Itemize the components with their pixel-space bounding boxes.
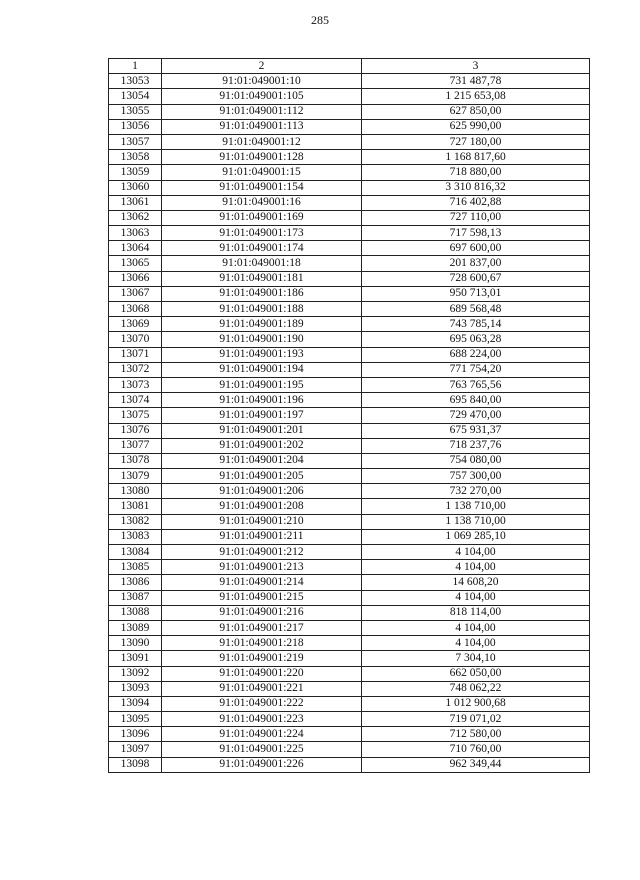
row-number-cell: 13075 xyxy=(109,408,162,423)
value-cell: 4 104,00 xyxy=(362,620,590,635)
table-row xyxy=(109,256,590,271)
table-row xyxy=(109,514,590,529)
cadastral-number-cell: 91:01:049001:113 xyxy=(162,119,362,134)
value-cell: 763 765,56 xyxy=(362,377,590,392)
cadastral-number-cell: 91:01:049001:205 xyxy=(162,469,362,484)
value-cell: 675 931,37 xyxy=(362,423,590,438)
column-header-2: 2 xyxy=(162,59,362,74)
value-cell: 7 304,10 xyxy=(362,651,590,666)
row-number-cell: 13072 xyxy=(109,362,162,377)
value-cell: 662 050,00 xyxy=(362,666,590,681)
cadastral-number-cell: 91:01:049001:193 xyxy=(162,347,362,362)
value-cell: 719 071,02 xyxy=(362,712,590,727)
value-cell: 712 580,00 xyxy=(362,727,590,742)
cadastral-number-cell: 91:01:049001:210 xyxy=(162,514,362,529)
table-row xyxy=(109,696,590,711)
row-number-cell: 13095 xyxy=(109,712,162,727)
row-number-cell: 13090 xyxy=(109,636,162,651)
table-row xyxy=(109,620,590,635)
value-cell: 1 168 817,60 xyxy=(362,150,590,165)
value-cell: 201 837,00 xyxy=(362,256,590,271)
cadastral-number-cell: 91:01:049001:224 xyxy=(162,727,362,742)
row-number-cell: 13073 xyxy=(109,377,162,392)
table-row xyxy=(109,651,590,666)
cadastral-number-cell: 91:01:049001:174 xyxy=(162,241,362,256)
row-number-cell: 13054 xyxy=(109,89,162,104)
table-row xyxy=(109,165,590,180)
row-number-cell: 13088 xyxy=(109,605,162,620)
table-row xyxy=(109,119,590,134)
cadastral-number-cell: 91:01:049001:225 xyxy=(162,742,362,757)
row-number-cell: 13093 xyxy=(109,681,162,696)
row-number-cell: 13064 xyxy=(109,241,162,256)
data-table xyxy=(108,58,590,773)
table-row xyxy=(109,302,590,317)
cadastral-number-cell: 91:01:049001:214 xyxy=(162,575,362,590)
cadastral-number-cell: 91:01:049001:12 xyxy=(162,134,362,149)
row-number-cell: 13076 xyxy=(109,423,162,438)
table-row xyxy=(109,271,590,286)
table-row xyxy=(109,89,590,104)
value-cell: 695 840,00 xyxy=(362,393,590,408)
value-cell: 717 598,13 xyxy=(362,226,590,241)
table-row xyxy=(109,134,590,149)
cadastral-number-cell: 91:01:049001:154 xyxy=(162,180,362,195)
row-number-cell: 13065 xyxy=(109,256,162,271)
table-row xyxy=(109,150,590,165)
value-cell: 950 713,01 xyxy=(362,286,590,301)
row-number-cell: 13060 xyxy=(109,180,162,195)
cadastral-number-cell: 91:01:049001:194 xyxy=(162,362,362,377)
cadastral-number-cell: 91:01:049001:220 xyxy=(162,666,362,681)
row-number-cell: 13070 xyxy=(109,332,162,347)
cadastral-number-cell: 91:01:049001:213 xyxy=(162,560,362,575)
row-number-cell: 13074 xyxy=(109,393,162,408)
table-row xyxy=(109,742,590,757)
row-number-cell: 13082 xyxy=(109,514,162,529)
cadastral-number-cell: 91:01:049001:190 xyxy=(162,332,362,347)
table-row xyxy=(109,104,590,119)
row-number-cell: 13066 xyxy=(109,271,162,286)
value-cell: 4 104,00 xyxy=(362,590,590,605)
table-row xyxy=(109,636,590,651)
cadastral-number-cell: 91:01:049001:216 xyxy=(162,605,362,620)
row-number-cell: 13062 xyxy=(109,210,162,225)
row-number-cell: 13087 xyxy=(109,590,162,605)
column-header-1: 1 xyxy=(109,59,162,74)
value-cell: 1 215 653,08 xyxy=(362,89,590,104)
cadastral-number-cell: 91:01:049001:173 xyxy=(162,226,362,241)
table-header xyxy=(109,59,590,74)
value-cell: 4 104,00 xyxy=(362,545,590,560)
value-cell: 1 138 710,00 xyxy=(362,514,590,529)
cadastral-number-cell: 91:01:049001:195 xyxy=(162,377,362,392)
table-row xyxy=(109,590,590,605)
row-number-cell: 13098 xyxy=(109,757,162,772)
table-row xyxy=(109,727,590,742)
cadastral-number-cell: 91:01:049001:208 xyxy=(162,499,362,514)
row-number-cell: 13078 xyxy=(109,453,162,468)
row-number-cell: 13055 xyxy=(109,104,162,119)
value-cell: 728 600,67 xyxy=(362,271,590,286)
cadastral-number-cell: 91:01:049001:169 xyxy=(162,210,362,225)
column-header-3: 3 xyxy=(362,59,590,74)
value-cell: 4 104,00 xyxy=(362,560,590,575)
table-row xyxy=(109,408,590,423)
row-number-cell: 13091 xyxy=(109,651,162,666)
cadastral-number-cell: 91:01:049001:206 xyxy=(162,484,362,499)
table-row xyxy=(109,453,590,468)
cadastral-number-cell: 91:01:049001:222 xyxy=(162,696,362,711)
row-number-cell: 13079 xyxy=(109,469,162,484)
table-row xyxy=(109,575,590,590)
cadastral-number-cell: 91:01:049001:189 xyxy=(162,317,362,332)
value-cell: 818 114,00 xyxy=(362,605,590,620)
row-number-cell: 13063 xyxy=(109,226,162,241)
value-cell: 695 063,28 xyxy=(362,332,590,347)
table-row xyxy=(109,757,590,772)
cadastral-number-cell: 91:01:049001:219 xyxy=(162,651,362,666)
row-number-cell: 13096 xyxy=(109,727,162,742)
cadastral-number-cell: 91:01:049001:218 xyxy=(162,636,362,651)
row-number-cell: 13092 xyxy=(109,666,162,681)
cadastral-number-cell: 91:01:049001:197 xyxy=(162,408,362,423)
value-cell: 962 349,44 xyxy=(362,757,590,772)
value-cell: 743 785,14 xyxy=(362,317,590,332)
row-number-cell: 13077 xyxy=(109,438,162,453)
table-row xyxy=(109,499,590,514)
value-cell: 716 402,88 xyxy=(362,195,590,210)
value-cell: 710 760,00 xyxy=(362,742,590,757)
value-cell: 731 487,78 xyxy=(362,74,590,89)
table-row xyxy=(109,484,590,499)
cadastral-number-cell: 91:01:049001:15 xyxy=(162,165,362,180)
row-number-cell: 13061 xyxy=(109,195,162,210)
value-cell: 757 300,00 xyxy=(362,469,590,484)
cadastral-number-cell: 91:01:049001:16 xyxy=(162,195,362,210)
table-row xyxy=(109,74,590,89)
row-number-cell: 13089 xyxy=(109,620,162,635)
cadastral-number-cell: 91:01:049001:212 xyxy=(162,545,362,560)
row-number-cell: 13083 xyxy=(109,529,162,544)
cadastral-number-cell: 91:01:049001:221 xyxy=(162,681,362,696)
value-cell: 1 012 900,68 xyxy=(362,696,590,711)
value-cell: 727 180,00 xyxy=(362,134,590,149)
value-cell: 718 880,00 xyxy=(362,165,590,180)
value-cell: 748 062,22 xyxy=(362,681,590,696)
table-row xyxy=(109,529,590,544)
cadastral-number-cell: 91:01:049001:188 xyxy=(162,302,362,317)
table-row xyxy=(109,605,590,620)
table-row xyxy=(109,545,590,560)
table-row xyxy=(109,712,590,727)
cadastral-number-cell: 91:01:049001:211 xyxy=(162,529,362,544)
row-number-cell: 13067 xyxy=(109,286,162,301)
cadastral-number-cell: 91:01:049001:196 xyxy=(162,393,362,408)
row-number-cell: 13059 xyxy=(109,165,162,180)
cadastral-number-cell: 91:01:049001:186 xyxy=(162,286,362,301)
row-number-cell: 13081 xyxy=(109,499,162,514)
header-row xyxy=(109,59,590,74)
row-number-cell: 13084 xyxy=(109,545,162,560)
cadastral-number-cell: 91:01:049001:223 xyxy=(162,712,362,727)
cadastral-number-cell: 91:01:049001:204 xyxy=(162,453,362,468)
cadastral-number-cell: 91:01:049001:215 xyxy=(162,590,362,605)
table-row xyxy=(109,469,590,484)
table-row xyxy=(109,286,590,301)
row-number-cell: 13086 xyxy=(109,575,162,590)
cadastral-number-cell: 91:01:049001:181 xyxy=(162,271,362,286)
row-number-cell: 13094 xyxy=(109,696,162,711)
table-body xyxy=(109,74,590,773)
row-number-cell: 13080 xyxy=(109,484,162,499)
row-number-cell: 13069 xyxy=(109,317,162,332)
table-row xyxy=(109,666,590,681)
value-cell: 1 138 710,00 xyxy=(362,499,590,514)
value-cell: 4 104,00 xyxy=(362,636,590,651)
table-row xyxy=(109,317,590,332)
row-number-cell: 13056 xyxy=(109,119,162,134)
table-row xyxy=(109,180,590,195)
table-row xyxy=(109,377,590,392)
value-cell: 625 990,00 xyxy=(362,119,590,134)
row-number-cell: 13085 xyxy=(109,560,162,575)
row-number-cell: 13097 xyxy=(109,742,162,757)
cadastral-number-cell: 91:01:049001:10 xyxy=(162,74,362,89)
table-row xyxy=(109,681,590,696)
table-row xyxy=(109,332,590,347)
table-row xyxy=(109,210,590,225)
table-row xyxy=(109,362,590,377)
table-row xyxy=(109,438,590,453)
table-row xyxy=(109,241,590,256)
table-row xyxy=(109,226,590,241)
table-row xyxy=(109,560,590,575)
cadastral-number-cell: 91:01:049001:201 xyxy=(162,423,362,438)
cadastral-number-cell: 91:01:049001:217 xyxy=(162,620,362,635)
table-row xyxy=(109,393,590,408)
table-row xyxy=(109,347,590,362)
value-cell: 1 069 285,10 xyxy=(362,529,590,544)
cadastral-number-cell: 91:01:049001:18 xyxy=(162,256,362,271)
row-number-cell: 13053 xyxy=(109,74,162,89)
value-cell: 688 224,00 xyxy=(362,347,590,362)
value-cell: 627 850,00 xyxy=(362,104,590,119)
cadastral-number-cell: 91:01:049001:202 xyxy=(162,438,362,453)
value-cell: 718 237,76 xyxy=(362,438,590,453)
cadastral-number-cell: 91:01:049001:105 xyxy=(162,89,362,104)
value-cell: 754 080,00 xyxy=(362,453,590,468)
value-cell: 14 608,20 xyxy=(362,575,590,590)
value-cell: 732 270,00 xyxy=(362,484,590,499)
value-cell: 3 310 816,32 xyxy=(362,180,590,195)
row-number-cell: 13057 xyxy=(109,134,162,149)
value-cell: 727 110,00 xyxy=(362,210,590,225)
cadastral-number-cell: 91:01:049001:112 xyxy=(162,104,362,119)
cadastral-number-cell: 91:01:049001:226 xyxy=(162,757,362,772)
cadastral-number-cell: 91:01:049001:128 xyxy=(162,150,362,165)
row-number-cell: 13068 xyxy=(109,302,162,317)
value-cell: 771 754,20 xyxy=(362,362,590,377)
value-cell: 689 568,48 xyxy=(362,302,590,317)
value-cell: 697 600,00 xyxy=(362,241,590,256)
row-number-cell: 13058 xyxy=(109,150,162,165)
row-number-cell: 13071 xyxy=(109,347,162,362)
value-cell: 729 470,00 xyxy=(362,408,590,423)
table-row xyxy=(109,195,590,210)
page-number: 285 xyxy=(311,13,329,27)
table-row xyxy=(109,423,590,438)
